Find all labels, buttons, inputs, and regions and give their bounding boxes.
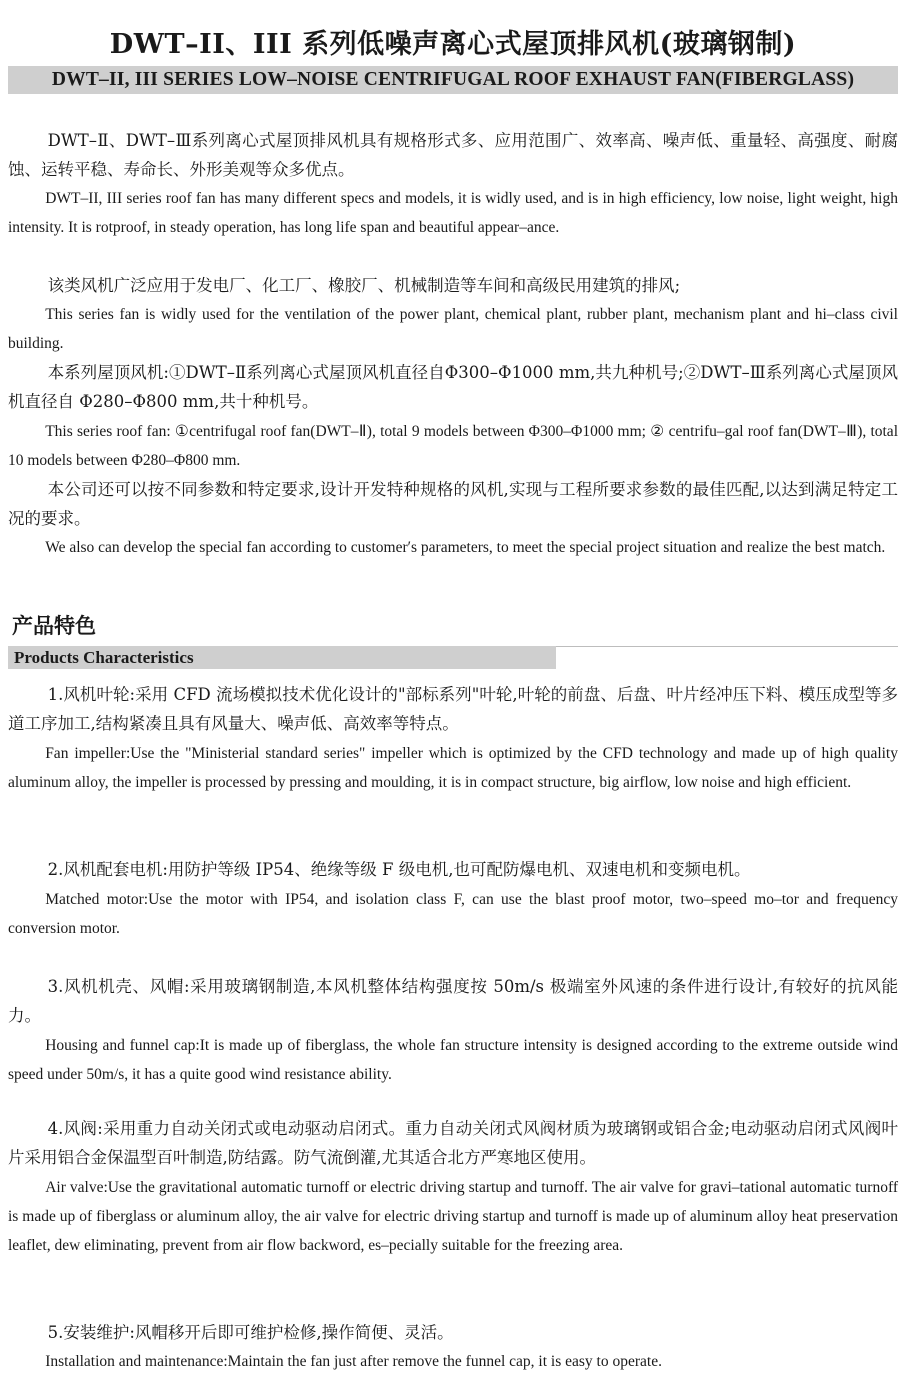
intro-paragraph-4-chinese: 本公司还可以按不同参数和特定要求,设计开发特种规格的风机,实现与工程所要求参数的最佳匹配,以达到满足特定工况的要求。: [8, 480, 898, 528]
feature-5-english: Installation and maintenance:Maintain the fan just after remove the funnel cap, it is easy to operate.: [45, 1353, 662, 1370]
page-title-chinese: DWT–II、III 系列低噪声离心式屋顶排风机(玻璃钢制): [109, 29, 797, 60]
feature-3-english: Housing and funnel cap:It is made up of fiberglass, the whole fan structure intensity is designed according to the extreme outside wind speed under 50m/s, it has a quite good wind resistance ability.: [8, 1037, 898, 1083]
feature-5-chinese: 5.安装维护:风帽移开后即可维护检修,操作简便、灵活。: [47, 1323, 454, 1342]
feature-1-english: Fan impeller:Use the "Ministerial standard series" impeller which is optimized by the CFD technology and made up of high quality aluminum alloy, the impeller is processed by pressing and moulding, it is in compact structure, big airflow, low noise and high efficient.: [8, 745, 898, 791]
feature-1-chinese: 1.风机叶轮:采用 CFD 流场模拟技术优化设计的"部标系列"叶轮,叶轮的前盘、后盘、叶片经冲压下料、模压成型等多道工序加工,结构紧凑且具有风量大、噪声低、高效率等特点。: [8, 685, 898, 733]
intro-paragraph-2-english: This series fan is widly used for the ventilation of the power plant, chemical plant, rubber plant, mechanism plant and hi–class civil building.: [8, 306, 898, 352]
section-title-chinese: 产品特色: [12, 613, 96, 638]
intro-paragraph-2-chinese: 该类风机广泛应用于发电厂、化工厂、橡胶厂、机械制造等车间和高级民用建筑的排风;: [47, 276, 681, 295]
section-title-english-banner: [8, 646, 556, 669]
feature-2-chinese: 2.风机配套电机:用防护等级 IP54、绝缘等级 F 级电机,也可配防爆电机、双速电机和变频电机。: [47, 860, 751, 879]
page-title-english-banner: [8, 66, 898, 94]
feature-3-chinese: 3.风机机壳、风帽:采用玻璃钢制造,本风机整体结构强度按 50m/s 极端室外风速的条件进行设计,有较好的抗风能力。: [8, 977, 898, 1025]
intro-paragraph-4-english: We also can develop the special fan according to customer′s parameters, to meet the special project situation and realize the best match.: [45, 539, 886, 556]
intro-paragraph-1-chinese: DWT–Ⅱ、DWT–Ⅲ系列离心式屋顶排风机具有规格形式多、应用范围广、效率高、噪声低、重量轻、高强度、耐腐蚀、运转平稳、寿命长、外形美观等众多优点。: [8, 131, 898, 179]
intro-paragraph-3-chinese: 本系列屋顶风机:①DWT–Ⅱ系列离心式屋顶风机直径自Φ300–Φ1000 mm,共九种机号;②DWT–Ⅲ系列离心式屋顶风机直径自 Φ280–Φ800 mm,共十种机号。: [8, 363, 898, 411]
intro-paragraph-3-english: This series roof fan: ①centrifugal roof fan(DWT–Ⅱ), total 9 models between Φ300–Φ1000 mm; ② centrifu–gal roof fan(DWT–Ⅲ), total 10 models between Φ280–Φ800 mm.: [8, 423, 898, 469]
feature-4-chinese: 4.风阀:采用重力自动关闭式或电动驱动启闭式。重力自动关闭式风阀材质为玻璃钢或铝合金;电动驱动启闭式风阀叶片采用铝合金保温型百叶制造,防结露。防气流倒灌,尤其适合北方严寒地区使用。: [8, 1119, 898, 1167]
feature-4-english: Air valve:Use the gravitational automatic turnoff or electric driving startup and turnoff. The air valve for gravi–tational automatic turnoff is made up of fiberglass or aluminum alloy, the air valve for electric driving startup and turnoff is made up of aluminum alloy heat preservation leaflet, dew eliminating, prevent from air flow backword, es–pecially suitable for the freezing area.: [8, 1179, 898, 1254]
section-title-english: Products Characteristics: [14, 648, 194, 667]
intro-paragraph-1-english: DWT–II, III series roof fan has many different specs and models, it is widly used, and is in high efficiency, low noise, light weight, high intensity. It is rotproof, in steady operation, has long life span and beautiful appear–ance.: [8, 190, 898, 236]
page-title-english: DWT–II, III SERIES LOW–NOISE CENTRIFUGAL ROOF EXHAUST FAN(FIBERGLASS): [51, 69, 855, 90]
section-divider: [556, 646, 898, 647]
feature-2-english: Matched motor:Use the motor with IP54, and isolation class F, can use the blast proof motor, two–speed mo–tor and frequency conversion motor.: [8, 891, 898, 937]
